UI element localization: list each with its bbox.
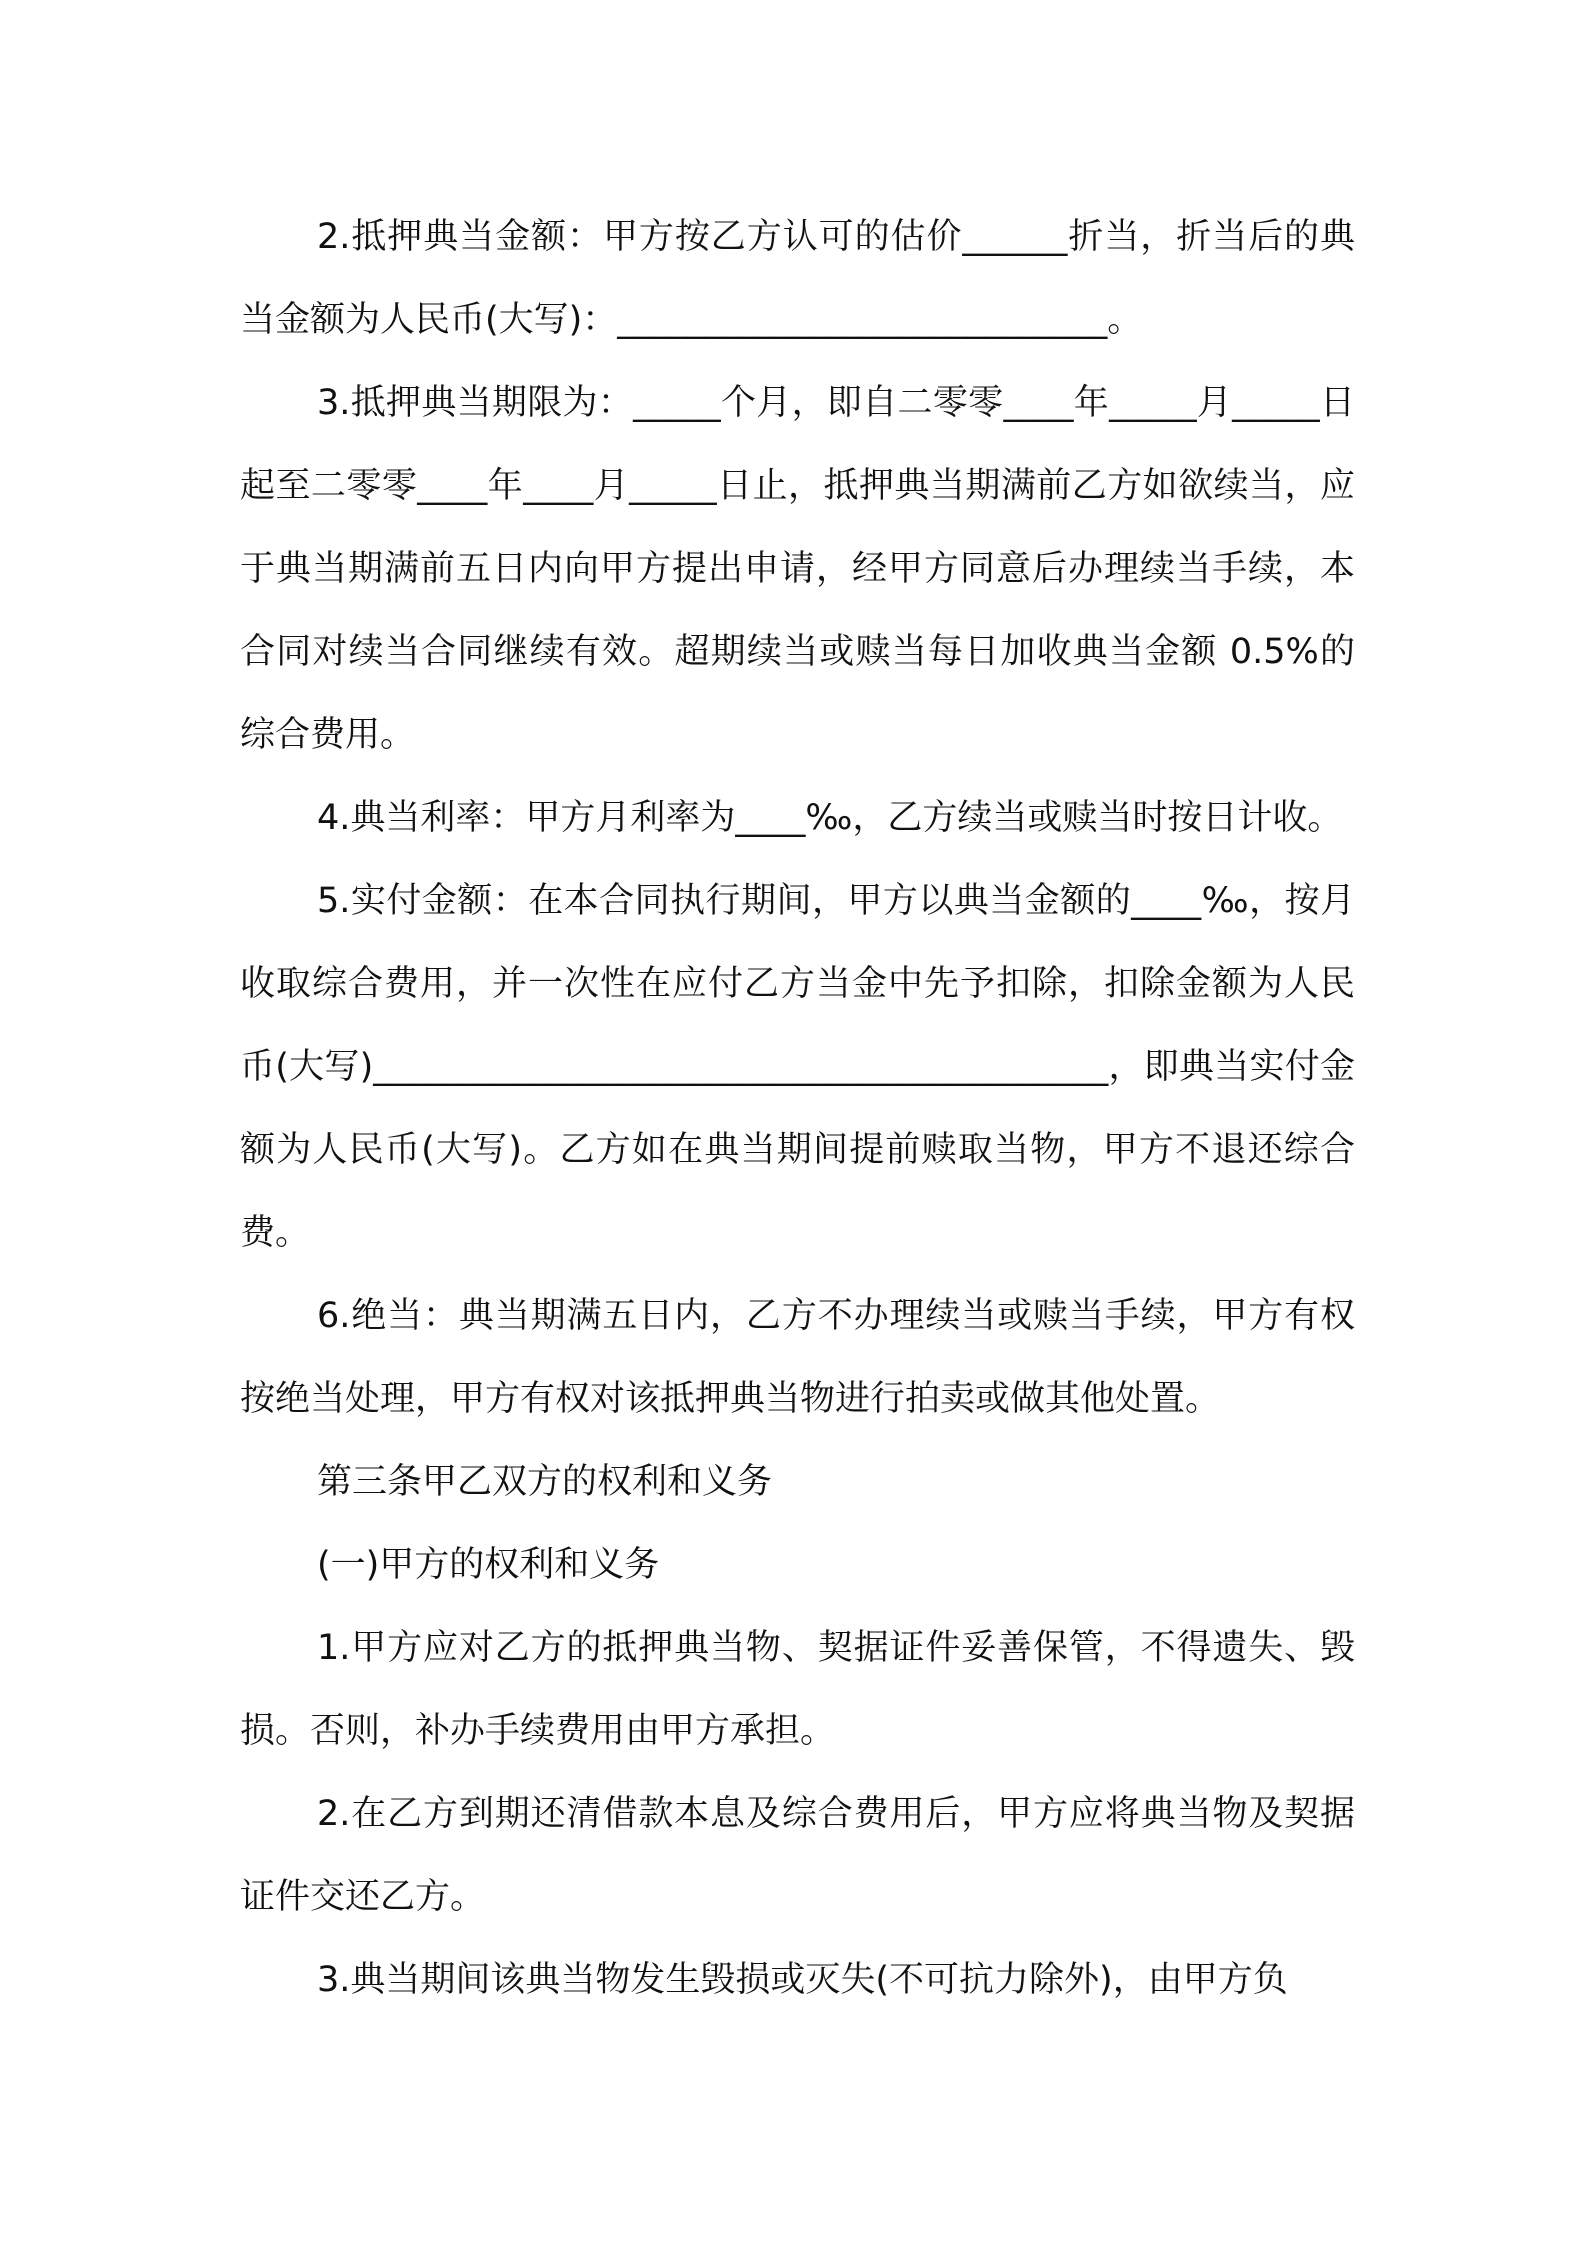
- clause-actual-payment: 5.实付金额：在本合同执行期间，甲方以典当金额的____‰，按月收取综合费用，并一次性在应付乙方当金中先予扣除，扣除金额为人民币(大写)__________________________________________，即典当实付金额为人民币(大写)。乙方如在典当期间提前赎取当物，甲方不退还综合费。: [240, 881, 1355, 1253]
- clause-forfeiture: 6.绝当：典当期满五日内，乙方不办理续当或赎当手续，甲方有权按绝当处理，甲方有权对该抵押典当物进行拍卖或做其他处置。: [240, 1296, 1355, 1419]
- article-three-heading: 第三条甲乙双方的权利和义务: [317, 1462, 773, 1502]
- party-a-duty-safekeeping: 1.甲方应对乙方的抵押典当物、契据证件妥善保管，不得遗失、毁损。否则，补办手续费用由甲方承担。: [240, 1628, 1355, 1751]
- clause-pawn-amount: 2.抵押典当金额：甲方按乙方认可的估价______折当，折当后的典当金额为人民币(大写)：____________________________。: [240, 217, 1355, 340]
- clause-pawn-term: 3.抵押典当期限为：_____个月，即自二零零____年_____月_____日起至二零零____年____月_____日止，抵押典当期满前乙方如欲续当，应于典当期满前五日内向甲方提出申请，经甲方同意后办理续当手续，本合同对续当合同继续有效。超期续当或赎当每日加收典当金额 0.5%的综合费用。: [240, 383, 1355, 755]
- document-body: [240, 196, 1355, 2022]
- party-a-duty-damage: 3.典当期间该典当物发生毁损或灭失(不可抗力除外)，由甲方负: [317, 1960, 1288, 2000]
- party-a-duty-return: 2.在乙方到期还清借款本息及综合费用后，甲方应将典当物及契据证件交还乙方。: [240, 1794, 1355, 1917]
- clause-interest-rate: 4.典当利率：甲方月利率为____‰，乙方续当或赎当时按日计收。: [317, 798, 1343, 838]
- party-a-section-heading: (一)甲方的权利和义务: [317, 1545, 660, 1585]
